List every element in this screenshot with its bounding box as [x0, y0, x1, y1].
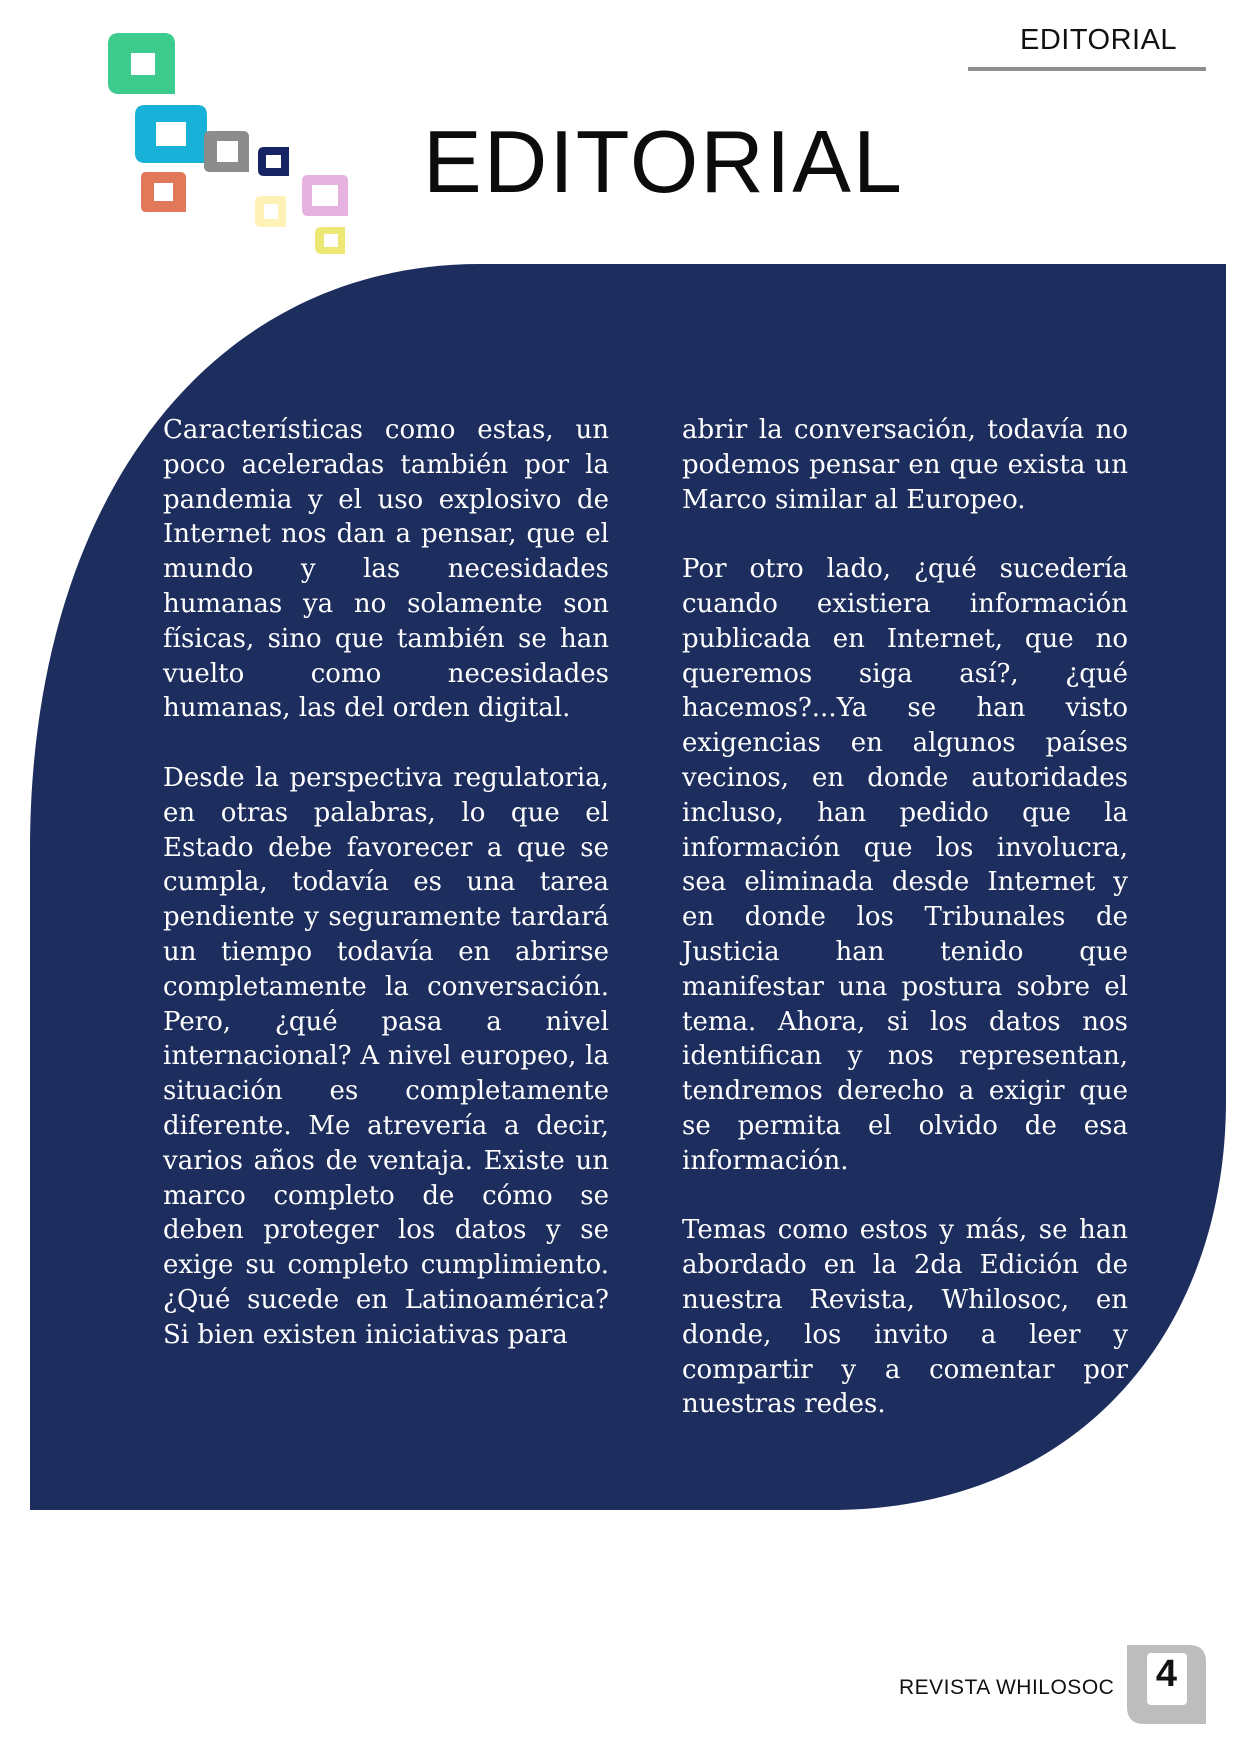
paragraph: Características como estas, un poco aceleradas también por la pandemia y el uso explosivo de Internet nos dan a pensar, que el mundo y las necesidades humanas ya no solamente son físicas, sino que también se han vuelto como necesidades humanas, las del orden digital. — [163, 415, 609, 724]
page-number: 4 — [1155, 1653, 1178, 1695]
page-title: EDITORIAL — [423, 112, 904, 211]
article-left-column — [163, 413, 609, 1353]
paragraph: Desde la perspectiva regulatoria, en otras palabras, lo que el Estado debe favorecer a que se cumpla, todavía es una tarea pendiente y seguramente tardará un tiempo todavía en abrirse completamente la conversación. Pero, ¿qué pasa a nivel internacional? A nivel europeo, la situación es completamente diferente. Me atrevería a decir, varios años de ventaja. Existe un marco completo de cómo se deben proteger los datos y se exige su completo cumplimiento. ¿Qué sucede en Latinoamérica? Si bien existen iniciativas para — [163, 762, 609, 1350]
paragraph: abrir la conversación, todavía no podemos pensar en que exista un Marco similar al Europeo. — [682, 415, 1128, 515]
section-label: EDITORIAL — [1020, 24, 1178, 56]
publication-name: REVISTA WHILOSOC — [899, 1676, 1115, 1699]
paragraph: Temas como estos y más, se han abordado en la 2da Edición de nuestra Revista, Whilosoc, en donde, los invito a leer y compartir y a comentar por nuestras redes. — [682, 1215, 1128, 1420]
article-right-column — [682, 413, 1128, 1422]
paragraph: Por otro lado, ¿qué sucedería cuando existiera información publicada en Internet, que no queremos siga así?, ¿qué hacemos?...Ya se han visto exigencias en algunos países vecinos, en donde autoridades incluso, han pedido que la información que los involucra, sea eliminada desde Internet y en donde los Tribunales de Justicia han tenido que manifestar una postura sobre el tema. Ahora, si los datos nos identifican y nos representan, tendremos derecho a exigir que se permita el olvido de esa información. — [682, 554, 1128, 1176]
